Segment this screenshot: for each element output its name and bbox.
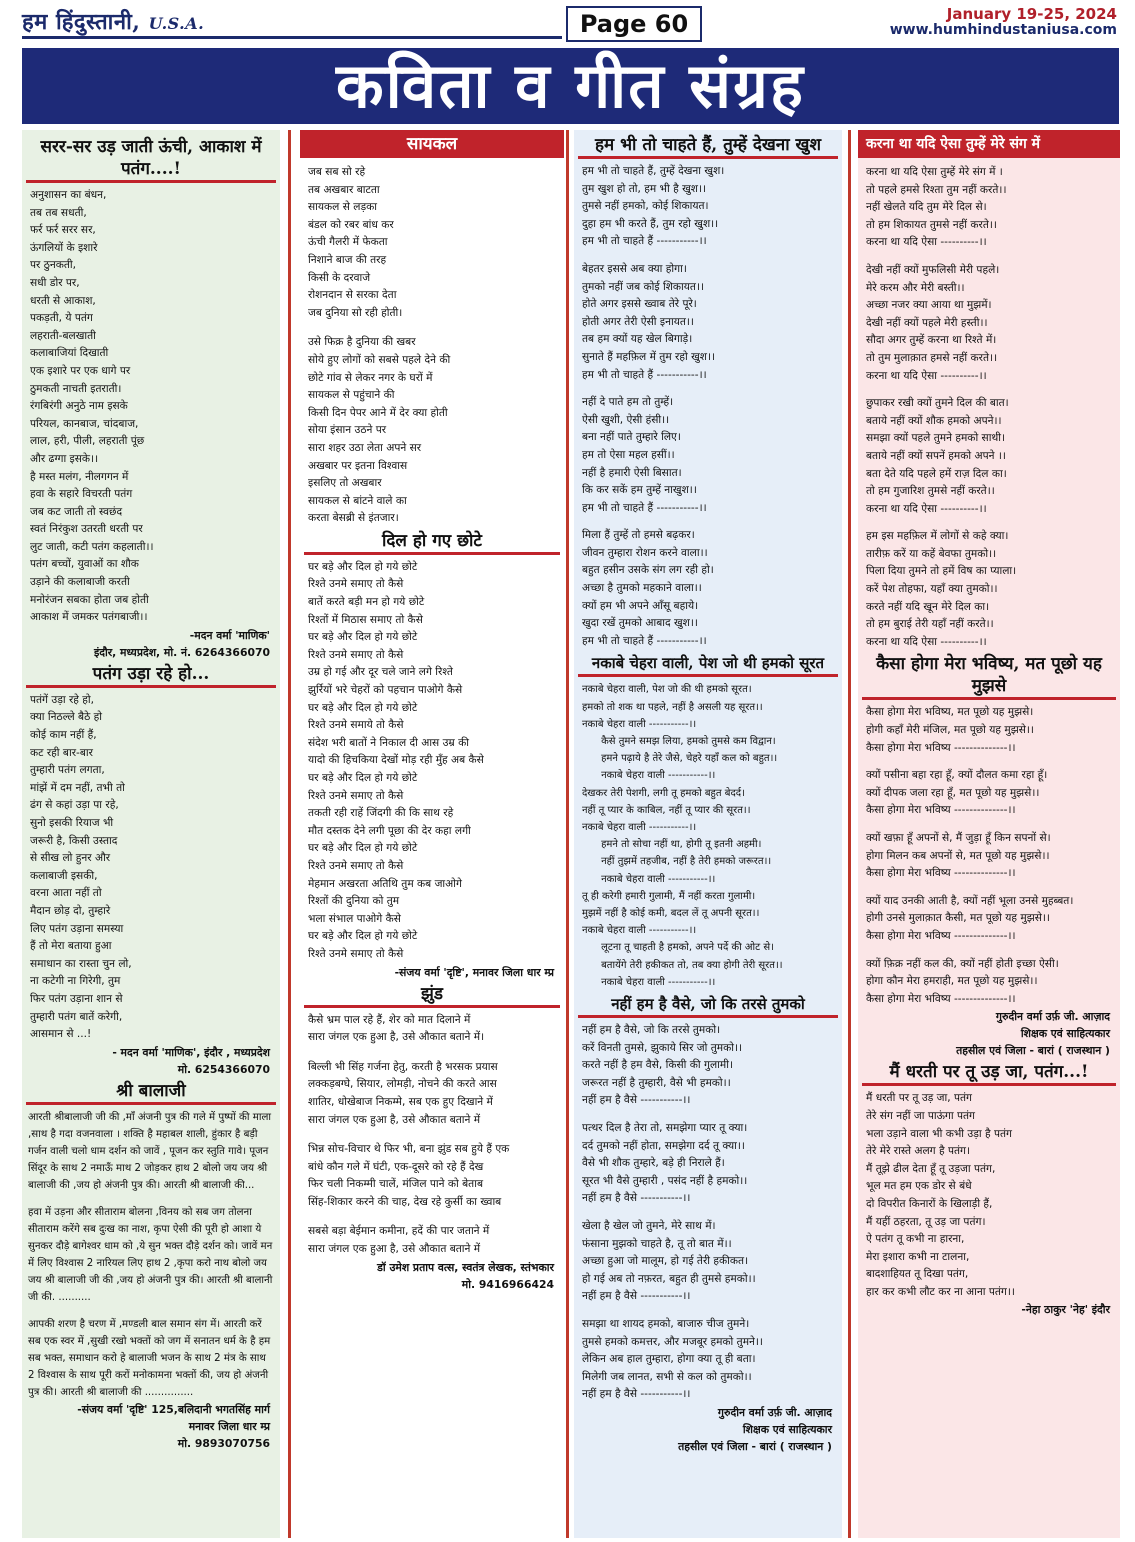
poem-line: ऐसी खुशी, ऐसी हंसी।।	[582, 413, 670, 426]
poem-line: तो पहले हमसे रिश्ता तुम नहीं करते।।	[866, 183, 1007, 196]
poem-line: जब सब सो रहे	[308, 166, 366, 178]
poem-line: घर बड़े और दिल हो गये छोटे	[308, 560, 418, 573]
column-divider	[566, 130, 569, 1538]
poem-line: रंगबिरंगी अनुठे नाम इसके	[30, 400, 128, 413]
poem-line: रिश्तों में मिठास समाए तो कैसे	[308, 613, 423, 626]
poem-line: लुट जाती, कटी पतंग कहलाती।।	[30, 540, 154, 553]
column-3	[574, 130, 842, 1538]
poem-line: निशाने बाज की तरह	[308, 253, 387, 266]
poem-line: उड़ाने की कलाबाजी करती	[30, 576, 130, 589]
poem-line: समझा था शायद हमको, बाजारु चीज तुमने।	[582, 1318, 750, 1330]
poem-title: पतंग उड़ा रहे हो...	[26, 663, 276, 688]
poem-line: नहीं तुझमें तहजीब, नहीं है तेरी हमको जरूरत।।	[582, 856, 772, 868]
poem-body	[858, 1090, 1120, 1301]
poem-line: मेरे करम और मेरी बस्ती।।	[866, 281, 965, 294]
poem-line: कैसे तुमने समझ लिया, हमको तुमसे कम विद्वान।	[582, 736, 776, 748]
poem-line: खेला है खेल जो तुमने, मेरे साथ में।	[582, 1220, 716, 1233]
poem-line: नहीं दे पाते हम तो तुम्हें।	[582, 396, 674, 409]
poem-author-phone: मो. 6254366070	[177, 1062, 270, 1076]
poem-line: रिश्ते उनमे समाए तो कैसे	[308, 578, 404, 591]
poem-line: सारा जंगल एक हुआ है, उसे औकात बताने में।	[308, 1031, 485, 1044]
poem-body	[22, 187, 280, 627]
poem-line: अच्छा है तुमको महकाने वाला।।	[582, 582, 702, 595]
poem-line: करें पेश तोहफा, यहाँ क्या तुमको।।	[866, 583, 998, 596]
poem-line: भला उड़ाने वाला भी कभी उड़ा है पतंग	[866, 1127, 1012, 1140]
poem-line: होगा मिलन कब अपनों से, मत पूछो यह मुझसे।।	[866, 849, 1050, 862]
poem-title: श्री बालाजी	[26, 1080, 276, 1105]
poem-line: कैसा होगा मेरा भविष्य --------------।।	[866, 867, 1016, 880]
poem-line: बादशाहियत तू दिखा पतंग,	[866, 1268, 969, 1281]
poem-line: तकती रही राहें जिंदगी की कि साथ रहे	[308, 807, 454, 820]
poem-line: क्यों याद उनकी आती है, क्यों नहीं भूला उनसे मुहब्बत।	[866, 894, 1074, 907]
section-banner: कविता व गीत संग्रह	[22, 48, 1119, 124]
column-4	[858, 130, 1120, 1538]
poem-line: भिन्न सोच-विचार थे फिर भी, बना झुंड सब हुये हैं एक	[308, 1143, 510, 1156]
poem-body	[300, 334, 564, 528]
poem-line: तुमसे हमको कमत्तर, और मजबूर हमको तुमने।।	[582, 1335, 763, 1348]
poem-line: क्यों खफ़ा हूँ अपनों से, मैं जुड़ा हूँ किन सपनों से।	[866, 832, 1051, 844]
poem-body	[300, 559, 564, 964]
poem-line: वैसे भी शौक तुम्हारे, बड़े ही निराले हैं।	[582, 1157, 725, 1170]
poem-line: होगी कहाँ मेरी मंजिल, मत पूछो यह मुझसे।।	[866, 724, 1034, 737]
poem-line: तुम खुश हो तो, हम भी है खुश।।	[582, 182, 707, 195]
poem-author-role: शिक्षक एवं साहित्यकार	[742, 1422, 832, 1436]
poem-line: फर्र फर्र सरर सर,	[30, 224, 96, 237]
aarti-verse: हवा में उड़ना और सीताराम बोलना ,विनय को सब जग तोलना सीताराम करेंगे सब दुःख का नाश, कृपा ऐसी की पूरी हो आशा ये सुनकर दौड़े बागेश्वर धाम को ,ये सुन भक्त दौड़े दर्शन को। जावें मन में लिए विश्वास 2 नारियल लिए हाथ 2 ,कृपा करो नाथ बोलो जय जय श्री बालाजी जी की ,जय हो अंजनी पुत्र की। आरती श्री बालानी जी की. ..........	[28, 1206, 273, 1303]
poem-line: जब कट जाती तो स्वछंद	[30, 505, 123, 518]
poem-line: वरना आता नहीं तो	[30, 887, 102, 900]
poem-line: अनुशासन का बंधन,	[30, 189, 107, 201]
poem-line: कोई काम नहीं हैं,	[30, 729, 97, 742]
poem-body	[300, 1012, 564, 1047]
poem-line: नकाबे चेहरा वाली -----------।।	[582, 770, 716, 782]
poem-line: एक इशारे पर एक धागे पर	[30, 364, 131, 377]
poem-stanza	[574, 1316, 842, 1404]
poem-line: और ढग्गा इसके।।	[30, 452, 99, 465]
poem-stanza	[858, 767, 1120, 820]
poem-line: क्यों फ़िक्र नहीं कल की, क्यों नहीं होती इच्छा ऐसी।	[866, 957, 1059, 970]
poem-line: पतंगें उड़ा रहे हो,	[30, 693, 95, 706]
poem-line: खुदा रखें तुमको आबाद खुश।।	[582, 617, 698, 630]
poem-line: बताये नहीं क्यों शौक हमको अपने।।	[866, 414, 1002, 427]
poem-body	[22, 692, 280, 1044]
poem-stanza	[858, 395, 1120, 518]
poem-line: नहीं हम है वैसे -----------।।	[582, 1094, 691, 1107]
poem-line: बता देते यदि पहले हमें राज़ दिल का।	[866, 467, 1007, 480]
poem-line: हमको तो शक था पहले, नहीं है असली यह सूरत।।	[582, 701, 763, 713]
poem-line: अच्छा हुआ जो मालूम, हो गई तेरी हकीकत।	[582, 1255, 749, 1268]
aarti-verse: आरती श्रीबालाजी जी की ,माँ अंजनी पुत्र की गले में पुष्पों की माला ,साथ है गदा वजनवाला । शक्ति है महाबल शाली, हुंकार है बड़ी गर्जन वाली चलो धाम दर्शन को जावें , पूजन कर स्तुति गावे। पूजन सिंदूर के साथ 2 नमाऊँ माथ 2 जोड़कर हाथ 2 बोलो जय जय श्री बालाजी की ,जय हो अंजनी पुत्र की। आरती श्री बालाजी की...	[28, 1111, 272, 1191]
poem-line: समझा क्यों पहले तुमने हमको साथी।	[866, 432, 1005, 445]
poem-line: मैं तूझे ढील देता हूँ तू उड़जा पतंग,	[866, 1162, 996, 1175]
issue-date: January 19-25, 2024	[946, 5, 1117, 23]
poem-line: कट रही बार-बार	[30, 746, 93, 759]
poem-line: नकाबे चेहरा वाली -----------।।	[582, 822, 697, 834]
poem-line: किसी के दरवाजे	[308, 271, 371, 284]
poem-line: भूल मत हम एक डोर से बंधे	[866, 1180, 972, 1193]
poem-line: देखी नहीं क्यों पहले मेरी हस्ती।।	[866, 316, 988, 329]
poem-author: -मदन वर्मा 'माणिक'	[189, 628, 270, 642]
poem-author: गुरुदीन वर्मा उर्फ़ जी. आज़ाद	[995, 1010, 1110, 1024]
poem-line: करना था यदि ऐसा ----------।।	[866, 502, 987, 515]
poem-line: हो गई अब तो नफ़रत, बहुत ही तुमसे हमको।।	[582, 1272, 756, 1285]
poem-line: देखी नहीं क्यों मुफलिसी मेरी पहले।	[866, 263, 1000, 276]
poem-line: दुहा हम भी करते हैं, तुम रहो खुश।।	[582, 217, 719, 230]
poem-stanza	[574, 1218, 842, 1306]
poem-line: तुमको नहीं जब कोई शिकायत।।	[582, 280, 705, 293]
column-1	[22, 130, 280, 1538]
poem-line: पत्थर दिल है तेरा तो, समझेगा प्यार तू क्या।	[582, 1122, 748, 1135]
poem-line: फिर चली निकम्मी चालें, मंजिल पाने को बेताब	[308, 1178, 484, 1191]
poem-line: नकाबे चेहरा वाली, पेश जो की थी हमको सूरत।	[582, 684, 752, 696]
poem-author: डॉ उमेश प्रताप वत्स, स्वतंत्र लेखक, स्तंभकार	[377, 1260, 554, 1274]
poem-line: हम भी तो चाहते हैं -----------।।	[582, 501, 707, 514]
poem-line: बंडल को रबर बांध कर	[308, 218, 394, 231]
poem-line: शातिर, धोखेबाज निकम्मे, सब एक हुए दिखाने में	[308, 1095, 493, 1108]
poem-body	[300, 1141, 564, 1211]
poem-title: मैं धरती पर तू उड़ जा, पतंग...!	[862, 1061, 1116, 1086]
poem-line: घर बड़े और दिल हो गये छोटे	[308, 842, 418, 855]
poem-line: नहीं हम है वैसे -----------।।	[582, 1192, 691, 1205]
poem-body	[574, 681, 842, 991]
poem-line: बताये नहीं क्यों सपनें हमको अपने ।।	[866, 449, 1006, 462]
poem-line: बना नहीं पाते तुम्हारे लिए।	[582, 431, 681, 444]
poem-line: घर बड़े और दिल हो गये छोटे	[308, 631, 418, 644]
poem-line: रिश्ते उनमे समाये तो कैसे	[308, 719, 404, 732]
poem-line: करते नहीं यदि खून मेरे दिल का।	[866, 600, 990, 613]
poem-line: मनोरंजन सबका होता जब होती	[30, 593, 149, 606]
poem-line: लहराती-बलखाती	[30, 329, 96, 342]
poem-line: जब दुनिया सो रही होती।	[308, 306, 403, 319]
poem-line: करना था यदि ऐसा ----------।।	[866, 635, 987, 648]
poem-line: यादो की हिचकिया देखों मोड़ रही मुँह अब कैसे	[308, 754, 484, 767]
poem-line: तेरे मेरे रास्ते अलग है पतंग।	[866, 1145, 971, 1158]
poem-line: है मस्त मलंग, नीलगगन में	[30, 470, 129, 483]
poem-line: लेकिन अब हाल तुम्हारा, होगा क्या तू ही बता।	[582, 1353, 756, 1366]
poem-line: लूटना तू चाहती है हमको, अपने पर्दे की ओट से।	[582, 942, 774, 954]
poem-line: होगी उनसे मुलाक़ात कैसी, मत पूछो यह मुझसे।।	[866, 912, 1050, 925]
poem-line: सबसे बड़ा बेईमान कमीना, हदें की पार जताने में	[308, 1225, 490, 1238]
poem-line: तू ही करेगी हमारी गुलामी, मैं नहीं करता गुलामी।	[582, 890, 756, 902]
poem-line: क्या निठल्ले बैठे हो	[30, 711, 102, 724]
poem-author: -संजय वर्मा 'दृष्टि', मनावर जिला धार म्प्र	[394, 965, 554, 979]
poem-line: मेरा इशारा कभी ना टालना,	[866, 1250, 970, 1263]
aarti-verse: आपकी शरण है चरण में ,मण्डली बाल समान संग में। आरती करें सब एक स्वर में ,सुखी रखो भक्तों को जग में सनातन धर्म के है हम सब भक्त, समाधान करो हे बालाजी भजन के साथ 2 मंत्र के साथ 2 विश्वास के साथ पूरी करों मनोकामना भक्तों की, जय हो अंजनी पुत्र की। आरती श्री बालाजी की ...............	[28, 1318, 271, 1398]
poem-line: रिश्ते उनमे समाए तो कैसे	[308, 947, 404, 960]
poem-title: दिल हो गए छोटे	[304, 530, 560, 555]
poem-line: मैदान छोड़ दो, तुम्हारे	[30, 904, 111, 917]
poem-body	[300, 1223, 564, 1258]
poem-author-location: तहसील एवं जिला - बारां ( राजस्थान )	[956, 1044, 1110, 1058]
poem-author: गुरुदीन वर्मा उर्फ़ जी. आज़ाद	[717, 1405, 832, 1419]
poem-line: कैसा होगा मेरा भविष्य --------------।।	[866, 992, 1016, 1005]
poem-line: रिश्ते उनमे समाए तो कैसे	[308, 859, 404, 872]
poem-line: पिला दिया तुमने तो हमें विष का प्याला।	[866, 565, 1017, 578]
poem-line: नहीं हम है वैसे -----------।।	[582, 1290, 691, 1303]
poem-author-role: शिक्षक एवं साहित्यकार	[1020, 1027, 1110, 1041]
poem-line: सिंह-शिकार करने की चाह, देख रहे कुर्सी का ख्वाब	[308, 1195, 502, 1208]
poem-line: झुर्रियों भरे चेहरों को पहचान पाओगे कैसे	[308, 684, 463, 697]
poem-line: ढंग से कहां उड़ा पा रहे,	[30, 799, 119, 812]
poem-title: सायकल	[300, 130, 564, 158]
poem-line: सायकल से पहुंचाने की	[308, 389, 395, 402]
poem-line: दो विपरीत किनारों के खिलाड़ी हैं,	[866, 1197, 993, 1210]
poem-line: मुझमें नहीं है कोई कमी, बदल लें तू अपनी सूरत।।	[582, 908, 760, 920]
column-divider	[288, 130, 291, 1538]
poem-line: जरूरत नहीं है तुम्हारी, वैसे भी हमको।।	[582, 1076, 731, 1089]
poem-line: करना था यदि ऐसा तुम्हें मेरे संग में ।	[866, 166, 1003, 178]
poem-author-location: मनावर जिला धार म्प्र	[188, 1419, 270, 1433]
poem-line: कि कर सकें हम तुम्हें नाखुश।।	[582, 484, 697, 497]
poem-line: नकाबे चेहरा वाली -----------।।	[582, 718, 697, 730]
poem-line: बांधे कौन गले में घंटी, एक-दूसरे को रहे हैं देख	[308, 1160, 484, 1173]
poem-line: नहीं है हमारी ऐसी बिसात।	[582, 466, 682, 479]
poem-line: तारीफ़ करें या कहें बेवफा तुमको।।	[866, 547, 997, 560]
poem-line: बतायेंगे तेरी हकीकत तो, तब क्या होगी तेरी सूरत।।	[582, 959, 783, 971]
poem-line: तुम्हारी पतंग लगता,	[30, 764, 105, 777]
column-divider	[848, 130, 851, 1538]
poem-line: सूरत भी वैसे तुम्हारी , पसंद नहीं है हमको।।	[582, 1174, 748, 1187]
poem-line: तब हम क्यों यह खेल बिगाड़े।	[582, 333, 693, 346]
poem-line: हम इस महफ़िल में लोगों से कहे क्या।	[866, 530, 1009, 543]
poem-line: देखकर तेरी पेशगी, लगी तू हमको बहुत बेदर्द।	[582, 787, 745, 799]
poem-author-phone: मो. 9416966424	[461, 1277, 554, 1291]
brand-underline	[22, 36, 562, 39]
poem-line: अच्छा नजर क्या आया था मुझमें।	[866, 299, 992, 312]
poem-line: घर बड़े और दिल हो गये छोटे	[308, 930, 418, 943]
poem-line: जरूरी है, किसी उस्ताद	[30, 834, 118, 847]
website-link[interactable]: www.humhindustaniusa.com	[889, 22, 1117, 38]
poem-line: कैसा होगा मेरा भविष्य --------------।।	[866, 929, 1016, 942]
poem-line: ऊंची गैलरी में फेकता	[308, 236, 388, 249]
poem-line: ऐ पतंग तू कभी ना हारना,	[866, 1233, 965, 1246]
poem-line: तो हम बुराई तेरी यहाँ नहीं करते।।	[866, 618, 994, 631]
poem-stanza	[858, 830, 1120, 883]
poem-title: हम भी तो चाहते हैं, तुम्हें देखना खुश	[578, 134, 838, 159]
poem-line: हम तो ऐसा महल हसीं।।	[582, 448, 675, 461]
poem-line: हम भी तो चाहते हैं -----------।।	[582, 235, 707, 248]
poem-line: ना कटेगी ना गिरेगी, तुम	[30, 975, 121, 988]
poem-line: होगा कौन मेरा हमराही, मत पूछो यह मुझसे।।	[866, 975, 1038, 988]
poem-line: कलाबाजी इसकी,	[30, 869, 98, 882]
poem-line: तो हम शिकायत तुमसे नहीं करते।।	[866, 218, 997, 231]
poem-line: संदेश भरी बातों ने निकाल दी आस उम्र की	[308, 736, 469, 749]
poem-line: तब अखबार बाटता	[308, 183, 380, 196]
poem-line: हम भी तो चाहते हैं -----------।।	[582, 368, 707, 381]
poem-line: नहीं तू प्यार के काबिल, नहीं तू प्यार की सूरत।।	[582, 804, 751, 816]
poem-stanza	[574, 1022, 842, 1110]
poem-line: तेरे संग नहीं जा पाऊंगा पतंग	[866, 1109, 975, 1122]
poem-line: दर्द तुमको नहीं होता, समझेगा दर्द तू क्या।।	[582, 1139, 745, 1152]
poem-line: हम भी तो चाहते हैं, तुम्हें देखना खुश।	[582, 165, 725, 177]
poem-line: सुनो इसकी रियाज भी	[30, 817, 114, 829]
poem-line: होते अगर इससे ख्वाब तेरे पूरे।	[582, 298, 697, 311]
poem-stanza	[858, 893, 1120, 946]
poem-line: सायकल से लड़का	[308, 201, 377, 214]
poem-line: हमने पढ़ाये है तेरे जैसे, चेहरे यहाँ कल को बहुत।।	[582, 753, 778, 765]
newspaper-brand	[22, 6, 204, 36]
poem-line: करता बेसब्री से इंतजार।	[308, 512, 399, 525]
poem-line: घर बड़े और दिल हो गये छोटे	[308, 701, 418, 714]
poem-line: सायकल से बांटने वाले का	[308, 494, 407, 507]
poem-line: क्यों दीपक जला रहा हूँ, मत पूछो यह मुझसे।।	[866, 786, 1040, 799]
poem-line: नहीं खेलते यदि तुम मेरे दिल से।	[866, 201, 987, 214]
poem-author-location: तहसील एवं जिला - बारां ( राजस्थान )	[678, 1439, 832, 1453]
poem-author-phone: मो. 9893070756	[177, 1436, 270, 1450]
poem-line: पर ठुनकती,	[30, 259, 77, 272]
poem-line: सौदा अगर तुम्हें करना था रिश्ते में।	[866, 334, 997, 347]
poem-body	[300, 164, 564, 322]
poem-line: भला संभाल पाओगे कैसे	[308, 912, 401, 925]
poem-stanza	[574, 394, 842, 517]
poem-line: मौत दस्तक देने लगी पूछा की देर कहा लगी	[308, 824, 471, 837]
poem-title: झुंड	[304, 983, 560, 1008]
poem-stanza	[858, 164, 1120, 252]
poem-line: रोशनदान से सरका देता	[308, 289, 397, 302]
poem-author: -संजय वर्मा 'दृष्टि' 125,बलिदानी भगतसिंह मार्ग	[77, 1402, 270, 1416]
poem-line: ऊंगलियों के इशारे	[30, 241, 98, 254]
page-header	[0, 0, 1135, 44]
poem-line: बेहतर इससे अब क्या होगा।	[582, 262, 687, 275]
poem-line: करते नहीं है हम वैसे, किसी की गुलामी।	[582, 1059, 733, 1072]
poem-line: मैं धरती पर तू उड़ जा, पतंग	[866, 1092, 973, 1105]
poem-line: कलाबाजियां दिखाती	[30, 347, 109, 360]
poem-line: से सीख लो हुनर और	[30, 852, 111, 865]
poem-line: आकाश में जमकर पतंगबाजी।।	[30, 611, 148, 624]
poem-line: उसे फिक्र है दुनिया की खबर	[308, 336, 416, 349]
poem-line: आसमान से ...!	[30, 1028, 92, 1041]
poem-line: लक्कड़बग्घे, सियार, लोमड़ी, नोचने की करते आस	[308, 1078, 497, 1091]
poem-line: पकड़ती, ये पतंग	[30, 312, 93, 325]
poem-line: तुमसे नहीं हमको, कोई शिकायत।	[582, 200, 709, 213]
poem-title: नकाबे चेहरा वाली, पेश जो थी हमको सूरत	[578, 652, 838, 677]
poem-line: तो तुम मुलाक़ात हमसे नहीं करते।।	[866, 351, 998, 364]
poem-line: नकाबे चेहरा वाली -----------।।	[582, 925, 697, 937]
poem-line: सारा जंगल एक हुआ है, उसे औकात बताने में	[308, 1243, 481, 1256]
poem-line: क्यों हम भी अपने आँसू बहाये।	[582, 599, 699, 612]
poem-line: नहीं हम है वैसे -----------।।	[582, 1388, 691, 1401]
poem-line: रिश्ते उनमे समाए तो कैसे	[308, 789, 404, 802]
poem-stanza	[858, 262, 1120, 385]
poem-stanza	[574, 527, 842, 650]
poem-line: छोटे गांव से लेकर नगर के घरों में	[308, 371, 433, 384]
poem-line: लाल, हरी, पीली, लहराती पूंछ	[30, 435, 145, 448]
poem-line: जीवन तुम्हारा रोशन करने वाला।।	[582, 546, 708, 559]
poem-line: करना था यदि ऐसा ----------।।	[866, 369, 987, 382]
poem-line: अखबार पर इतना विश्वास	[308, 459, 408, 472]
poem-title: करना था यदि ऐसा तुम्हें मेरे संग में	[858, 130, 1120, 158]
brand-name: हम हिंदुस्तानी,	[22, 9, 141, 35]
poem-line: सधी डोर पर,	[30, 276, 80, 289]
poem-line: हम भी तो चाहते हैं -----------।।	[582, 634, 707, 647]
poem-line: सारा जंगल एक हुआ है, उसे औकात बताने में	[308, 1113, 481, 1126]
poem-author-location: इंदौर, मध्यप्रदेश, मो. नं. 6264366070	[93, 645, 270, 659]
poem-title: नहीं हम है वैसे, जो कि तरसे तुमको	[578, 993, 838, 1018]
poem-body	[300, 1059, 564, 1129]
poem-line: सारा शहर उठा लेता अपने सर	[308, 441, 422, 454]
poem-stanza	[574, 1120, 842, 1208]
poem-line: सोये हुए लोगों को सबसे पहले देने की	[308, 353, 451, 366]
poem-line: सोया इंसान उठने पर	[308, 424, 387, 437]
poem-line: बिल्ली भी सिंह गर्जना हेतु, करती है भरसक प्रयास	[308, 1060, 498, 1073]
poem-line: स्वतं निरंकुश उतरती धरती पर	[30, 523, 143, 536]
poem-line: छुपाकर रखी क्यों तुमने दिल की बात।	[866, 397, 1009, 410]
poem-line: धरती से आकाश,	[30, 294, 96, 307]
poem-line: मेहमान अखरता अतिथि तुम कब जाओगे	[308, 877, 462, 890]
brand-usa: U.S.A.	[148, 14, 205, 33]
poem-line: नहीं हम है वैसे, जो कि तरसे तुमको।	[582, 1024, 721, 1037]
poem-line: हैं तो मेरा बताया हुआ	[30, 940, 112, 953]
poem-line: तब तब सधती,	[30, 206, 87, 219]
poem-line: फंसाना मुझको चाहते है, तू तो बात में।।	[582, 1237, 732, 1250]
poem-line: हवा के सहारे विचरती पतंग	[30, 488, 133, 501]
poem-line: तुम्हारी पतंग बातें करेगी,	[30, 1010, 123, 1023]
poem-line: ठुमकती नाचती इतराती।	[30, 382, 122, 395]
poem-stanza	[574, 261, 842, 384]
poem-line: हार कर कभी लौट कर ना आना पतंग।।	[866, 1285, 1015, 1298]
poem-line: पतंग बच्चों, युवाओं का शौक	[30, 558, 139, 571]
poem-line: कैसा होगा मेरा भविष्य --------------।।	[866, 804, 1016, 817]
poem-line: बहुत हसीन उसके संग लग रही हो।	[582, 564, 714, 577]
poem-line: मिलेगी जब लानत, सभी से कल को तुमको।।	[582, 1370, 752, 1383]
poem-line: करना था यदि ऐसा ----------।।	[866, 236, 987, 249]
poem-line: क्यों पसीना बहा रहा हूँ, क्यों दौलत कमा रहा हूँ।	[866, 769, 1048, 782]
poem-line: होती अगर तेरी ऐसी इनायत।।	[582, 315, 694, 328]
poem-stanza	[574, 163, 842, 251]
poem-author: -नेहा ठाकुर 'नेह' इंदौर	[1021, 1303, 1110, 1317]
poem-line: नकाबे चेहरा वाली -----------।।	[582, 976, 716, 988]
poem-line: तो हम गुजारिश तुमसे नहीं करते।।	[866, 485, 995, 498]
poem-line: फिर पतंग उड़ाना शान से	[30, 992, 123, 1005]
poem-author: - मदन वर्मा 'माणिक', इंदौर , मध्यप्रदेश	[112, 1045, 270, 1059]
poem-line: रिश्ते उनमे समाए तो कैसे	[308, 648, 404, 661]
poem-line: कैसे भ्रम पाल रहे हैं, शेर को मात दिलाने में	[308, 1013, 471, 1026]
poem-line: मैं यहीं ठहरता, तू उड़ जा पतंग।	[866, 1215, 986, 1228]
poem-line: नकाबे चेहरा वाली -----------।।	[582, 873, 716, 885]
poem-line: रिश्तों की दुनिया को तुम	[308, 895, 400, 908]
poem-line: कैसा होगा मेरा भविष्य --------------।।	[866, 741, 1016, 754]
column-2	[300, 130, 564, 1538]
poem-stanza	[858, 528, 1120, 651]
poem-line: मांझें में दम नहीं, तभी तो	[30, 781, 125, 794]
poem-line: समाधान का रास्ता चुन लो,	[30, 957, 132, 970]
poem-line: किसी दिन पेपर आने में देर क्या होती	[308, 406, 448, 419]
poem-line: सुनाते हैं महफ़िल में तुम रहो खुश।।	[582, 350, 716, 363]
poem-line: परियल, कानबाज, चांदबाज,	[30, 417, 139, 430]
poem-line: मिला हैं तुम्हें तो हमसे बढ़कर।	[582, 529, 695, 542]
poem-line: करें विनती तुमसे, झुकाये सिर जो तुमको।।	[582, 1041, 743, 1054]
poem-stanza	[858, 704, 1120, 757]
poem-title: कैसा होगा मेरा भविष्य, मत पूछो यह मुझसे	[862, 653, 1116, 700]
poem-line: लिए पतंग उड़ाना समस्या	[30, 922, 124, 935]
poem-line: उम्र हो गई और दूर चले जाने लगे रिश्ते	[308, 666, 453, 679]
page-number: Page 60	[566, 6, 702, 42]
poem-line: हमने तो सोचा नहीं था, होगी तू इतनी अहमी।	[582, 839, 762, 851]
poem-title: सरर-सर उड़ जाती ऊंची, आकाश में पतंग....!	[26, 136, 276, 183]
poem-line: इसलिए तो अखबार	[308, 477, 382, 490]
poem-line: कैसा होगा मेरा भविष्य, मत पूछो यह मुझसे।	[866, 706, 1034, 719]
poem-line: घर बड़े और दिल हो गये छोटे	[308, 772, 418, 784]
poem-stanza	[858, 956, 1120, 1009]
poem-line: बातें करते बड़ी मन हो गये छोटे	[308, 596, 425, 609]
